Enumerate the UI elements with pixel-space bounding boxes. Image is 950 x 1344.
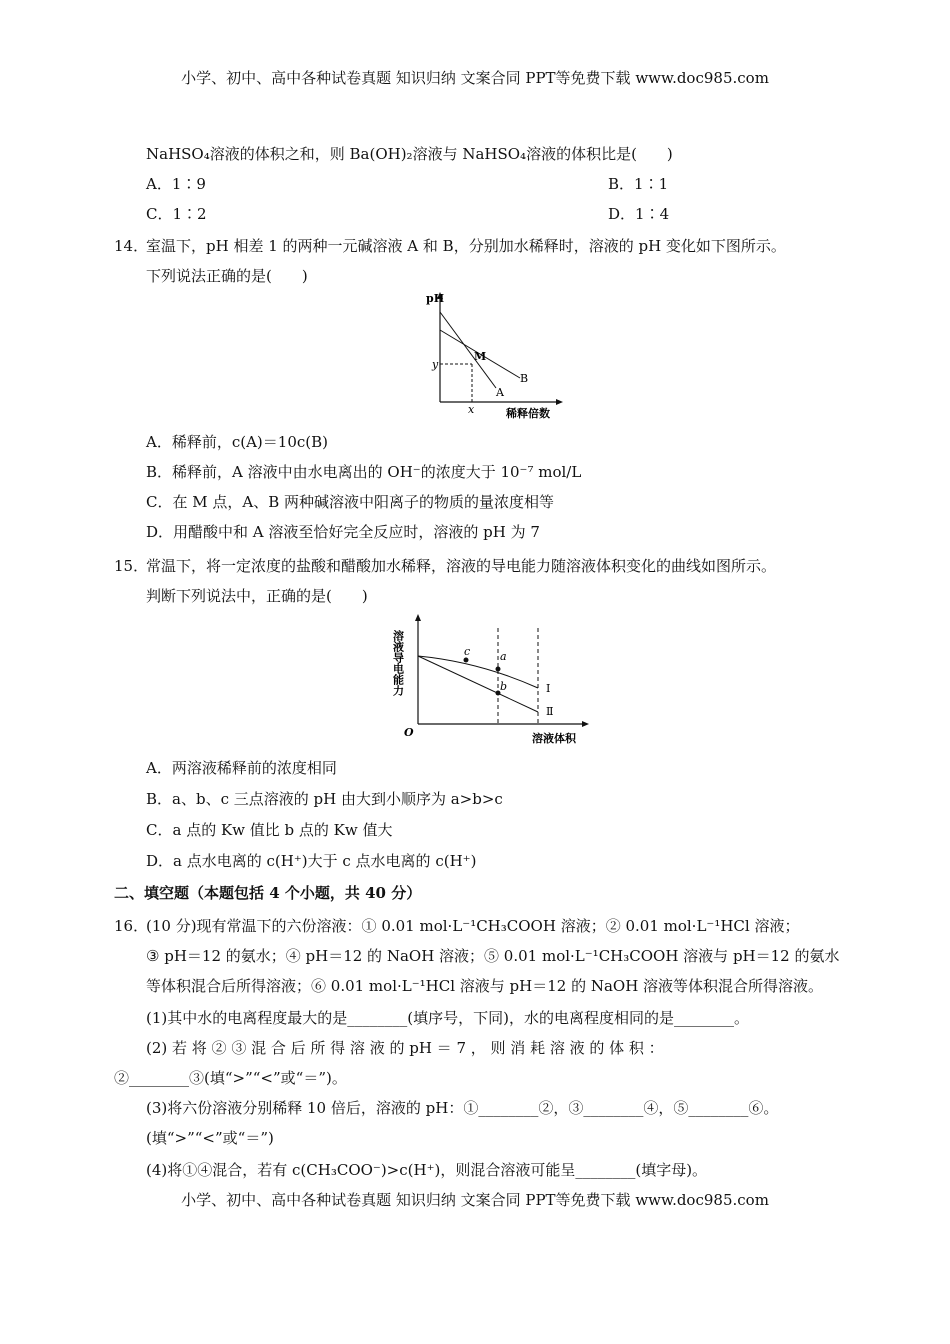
q15-option-c: C．a 点的 Kw 值比 b 点的 Kw 值大: [146, 821, 393, 839]
q14-y-tick: y: [432, 358, 439, 371]
q15-x-arrow: [582, 721, 589, 727]
q15-point-c: c: [464, 645, 471, 658]
q14-stem-line2: 下列说法正确的是( ): [146, 267, 308, 285]
q15-stem-line2: 判断下列说法中，正确的是( ): [146, 587, 368, 605]
q15-point-a: a: [500, 650, 507, 663]
q14-x-tick: x: [468, 403, 475, 416]
page-header: 小学、初中、高中各种试卷真题 知识归纳 文案合同 PPT等免费下载 www.doc985.com: [181, 69, 769, 87]
q14-xlabel: 稀释倍数: [506, 407, 550, 420]
q15-curve-1-label: Ⅰ: [546, 682, 551, 695]
q15-option-b: B．a、b、c 三点溶液的 pH 由大到小顺序为 a>b>c: [146, 790, 503, 808]
q13-option-d: D．1∶4: [608, 205, 670, 223]
q15-xlabel: 溶液体积: [532, 732, 576, 745]
q14-option-b: B．稀释前，A 溶液中由水电离出的 OH⁻的浓度大于 10⁻⁷ mol/L: [146, 463, 582, 481]
q13-option-a: A．1∶9: [146, 175, 206, 193]
q13-option-c: C．1∶2: [146, 205, 207, 223]
q14-curve-a: [440, 312, 496, 388]
q15-option-a: A．两溶液稀释前的浓度相同: [146, 759, 337, 777]
q14-x-arrow: [556, 399, 563, 405]
q16-part2-line1: (2) 若 将 ② ③ 混 合 后 所 得 溶 液 的 pH ＝ 7 ， 则 消 耗 溶 液 的 体 积 ：: [146, 1039, 664, 1057]
q14-option-c: C．在 M 点，A、B 两种碱溶液中阳离子的物质的量浓度相等: [146, 493, 554, 511]
q15-stem-line1: 常温下，将一定浓度的盐酸和醋酸加水稀释，溶液的导电能力随溶液体积变化的曲线如图所示。: [146, 557, 777, 575]
q14-number: 14．: [114, 237, 149, 255]
q13-option-b: B．1∶1: [608, 175, 669, 193]
q16-part3-line2: (填“>”“<”或“＝”): [146, 1129, 274, 1147]
q15-curve-2-label: Ⅱ: [546, 705, 554, 718]
q16-part4: (4)将①④混合，若有 c(CH₃COO⁻)>c(H⁺)，则混合溶液可能呈________(填字母)。: [146, 1161, 708, 1179]
q14-option-a: A．稀释前，c(A)＝10c(B): [146, 433, 328, 451]
q15-curve-1: [418, 656, 538, 688]
q16-stem-line2: ③ pH＝12 的氨水；④ pH＝12 的 NaOH 溶液；⑤ 0.01 mol·L⁻¹CH₃COOH 溶液与 pH＝12 的氨水: [146, 947, 840, 965]
q14-ylabel: pH: [426, 292, 445, 305]
q16-part2-line2: ②________③(填“>”“<”或“＝”)。: [114, 1069, 347, 1087]
q15-figure: [390, 612, 600, 747]
q16-part1: (1)其中水的电离程度最大的是________(填序号，下同)，水的电离程度相同的是________。: [146, 1009, 749, 1027]
q15-point-b: b: [500, 680, 508, 693]
q14-point-m: M: [474, 350, 487, 363]
q16-number: 16．: [114, 917, 149, 935]
q15-origin: O: [404, 726, 414, 739]
q14-option-d: D．用醋酸中和 A 溶液至恰好完全反应时，溶液的 pH 为 7: [146, 523, 540, 541]
q16-stem-line3: 等体积混合后所得溶液；⑥ 0.01 mol·L⁻¹HCl 溶液与 pH＝12 的 NaOH 溶液等体积混合所得溶液。: [146, 977, 824, 995]
q13-stem: NaHSO₄溶液的体积之和，则 Ba(OH)₂溶液与 NaHSO₄溶液的体积比是( ): [146, 145, 673, 163]
q14-stem-line1: 室温下，pH 相差 1 的两种一元碱溶液 A 和 B，分别加水稀释时，溶液的 pH 变化如下图所示。: [146, 237, 786, 255]
q15-curve-2: [418, 656, 538, 712]
q16-stem-line1: (10 分)现有常温下的六份溶液：① 0.01 mol·L⁻¹CH₃COOH 溶液；② 0.01 mol·L⁻¹HCl 溶液；: [146, 917, 800, 935]
section-2-heading: 二、填空题（本题包括 4 个小题，共 40 分）: [114, 884, 422, 902]
page-footer: 小学、初中、高中各种试卷真题 知识归纳 文案合同 PPT等免费下载 www.doc985.com: [181, 1191, 769, 1209]
q15-point-c-dot: [464, 658, 469, 663]
q15-ylabel: 溶液导电能力: [391, 630, 405, 696]
q15-option-d: D．a 点水电离的 c(H⁺)大于 c 点水电离的 c(H⁺): [146, 852, 477, 870]
q16-part3-line1: (3)将六份溶液分别稀释 10 倍后，溶液的 pH：①________②，③________④，⑤________⑥。: [146, 1099, 779, 1117]
q14-curve-a-label: A: [496, 386, 504, 399]
q15-point-a-dot: [496, 667, 501, 672]
q14-figure: [410, 290, 570, 425]
q15-number: 15．: [114, 557, 149, 575]
q15-y-arrow: [415, 614, 421, 621]
q14-curve-b-label: B: [520, 372, 529, 385]
